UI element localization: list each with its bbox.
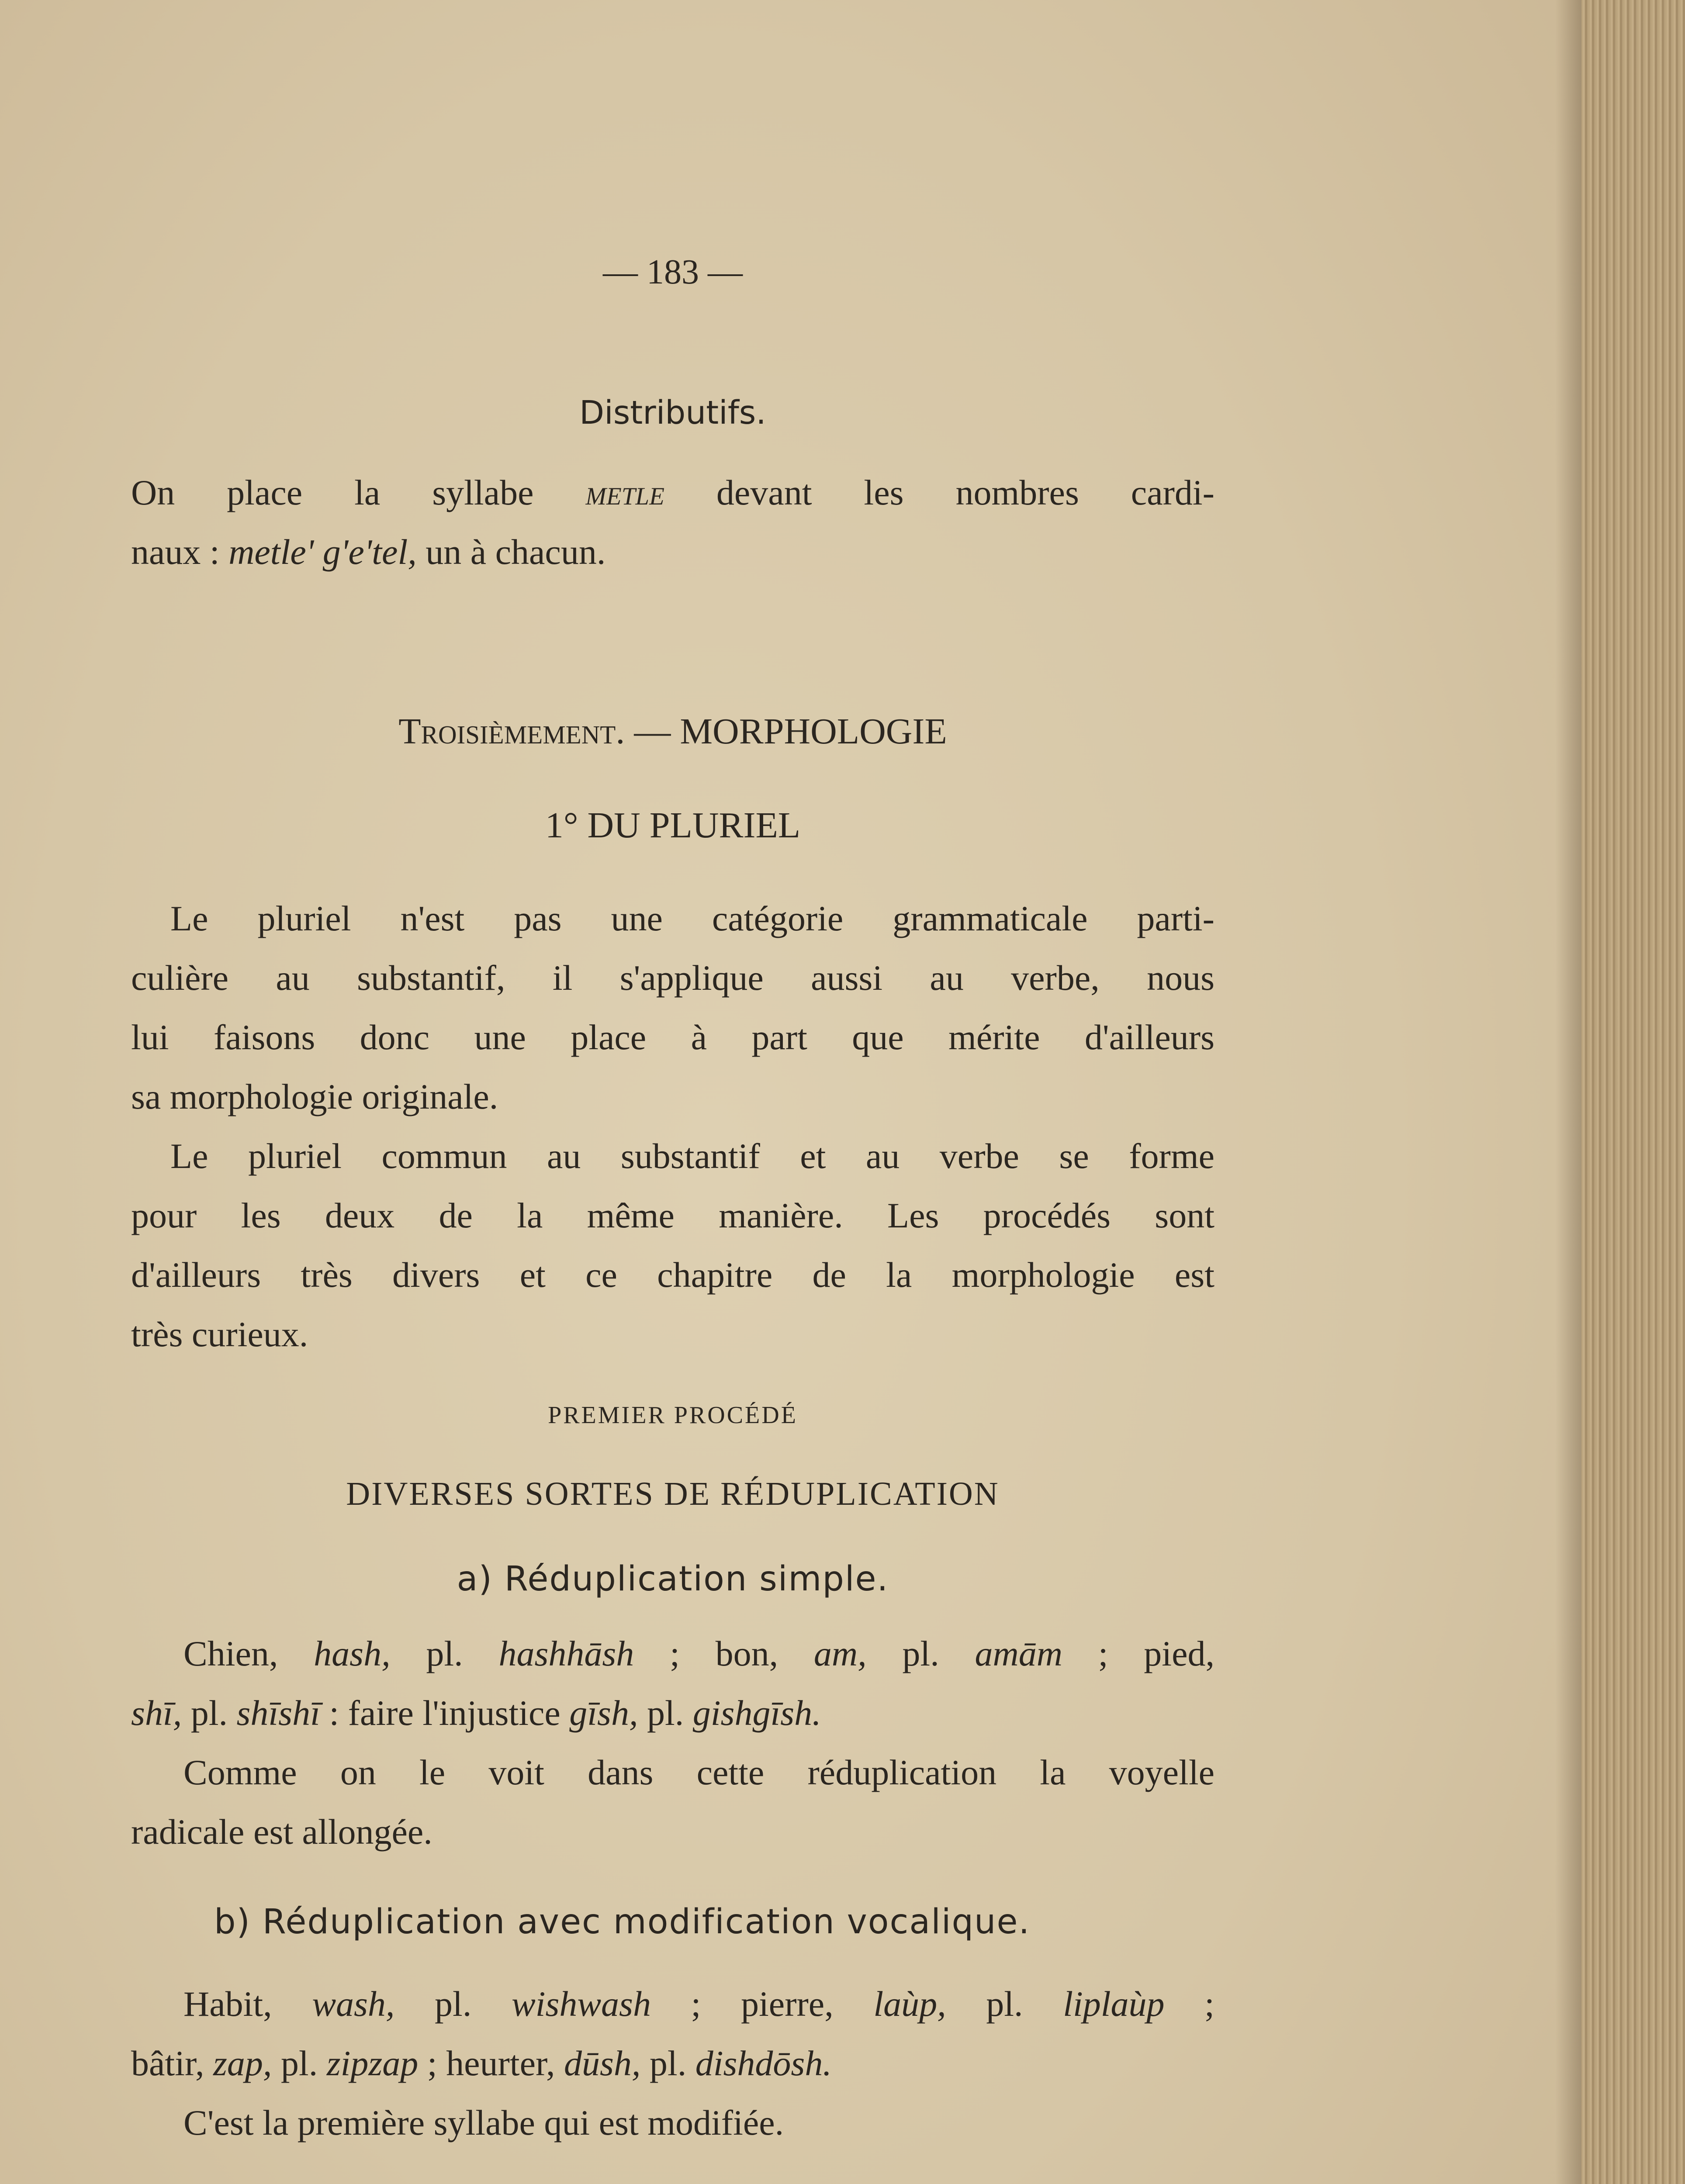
- reduplication-a-line-2: [131, 1683, 1214, 1743]
- paragraph2-line-2: pour les deux de la même manière. Les procédés sont: [131, 1196, 1214, 1235]
- text-run: ; pierre,: [650, 1984, 874, 2024]
- term: gishgīsh.: [692, 1693, 821, 1733]
- text-run: Chien,: [183, 1634, 314, 1673]
- term: am,: [813, 1634, 867, 1673]
- term: zap,: [213, 2043, 272, 2083]
- reduplication-a-line-4: radicale est allongée.: [131, 1812, 432, 1852]
- section-heading: [131, 703, 1214, 760]
- distributifs-heading: Distributifs.: [579, 394, 766, 432]
- term-metle: metle: [585, 473, 664, 512]
- reduplication-b-line-2: [131, 2034, 1214, 2093]
- paragraph1-line-3: lui faisons donc une place à part que mérite d'ailleurs: [131, 1017, 1214, 1057]
- text-run: ; bon,: [634, 1634, 814, 1673]
- paragraph2-line-3: d'ailleurs très divers et ce chapitre de la morphologie est: [131, 1255, 1214, 1295]
- text-run: pl.: [272, 2043, 327, 2083]
- term: liplaùp: [1063, 1984, 1165, 2024]
- text-run: ; pied,: [1062, 1634, 1214, 1673]
- text-run: ; heurter,: [418, 2043, 564, 2083]
- term: dishdōsh.: [695, 2043, 832, 2083]
- text-run: naux :: [131, 532, 229, 572]
- term: shī,: [131, 1693, 182, 1733]
- paragraph2-line-4: très curieux.: [131, 1314, 308, 1354]
- text-run: ;: [1164, 1984, 1214, 2024]
- page-shadow: [1555, 0, 1581, 2184]
- text-run: devant les nombres cardi-: [664, 473, 1214, 512]
- term: shīshī: [236, 1693, 320, 1733]
- reduplication-b-heading: b) Réduplication avec modification vocalique.: [214, 1902, 1031, 1942]
- term: gīsh,: [569, 1693, 638, 1733]
- term: laùp,: [873, 1984, 946, 2024]
- term: hashhāsh: [498, 1634, 634, 1673]
- text-run: pl.: [182, 1693, 237, 1733]
- reduplication-b-line-1: [131, 1974, 1214, 2034]
- paragraph1-line-4: sa morphologie originale.: [131, 1077, 498, 1116]
- paragraph1-line-2: culière au substantif, il s'applique aussi au verbe, nous: [131, 958, 1214, 998]
- text-run: : faire l'injustice: [320, 1693, 570, 1733]
- text-run: un à chacun.: [416, 532, 606, 572]
- text-run: pl.: [640, 2043, 695, 2083]
- distributifs-line-1: [131, 463, 1214, 522]
- term: zipzap: [326, 2043, 419, 2083]
- book-edge: [1581, 0, 1685, 2184]
- text-run: On place la syllabe: [131, 473, 586, 512]
- procede-label: PREMIER PROCÉDÉ: [548, 1402, 798, 1429]
- text-run: pl.: [390, 1634, 499, 1673]
- text-run: pl.: [946, 1984, 1063, 2024]
- paragraph2-line-1: Le pluriel commun au substantif et au verbe se forme: [170, 1136, 1214, 1176]
- section-subtitle: 1° DU PLURIEL: [545, 805, 801, 846]
- page-number: — 183 —: [603, 253, 743, 291]
- term: wash,: [312, 1984, 395, 2024]
- term: amām: [975, 1634, 1062, 1673]
- procede-title: DIVERSES SORTES DE RÉDUPLICATION: [346, 1476, 1000, 1512]
- part-label: Troisièmement.: [398, 711, 625, 752]
- paragraph1-line-1: Le pluriel n'est pas une catégorie grammaticale parti-: [170, 898, 1214, 938]
- term: dūsh,: [564, 2043, 641, 2083]
- term-metle-getel: metle' g'e'tel,: [228, 532, 417, 572]
- text-run: pl.: [638, 1693, 693, 1733]
- section-title: MORPHOLOGIE: [680, 711, 947, 752]
- term: hash,: [314, 1634, 391, 1673]
- text-run: pl.: [866, 1634, 975, 1673]
- text-run: pl.: [394, 1984, 512, 2024]
- reduplication-b-line-3: C'est la première syllabe qui est modifiée.: [183, 2103, 784, 2143]
- reduplication-a-line-3: Comme on le voit dans cette réduplication la voyelle: [183, 1752, 1214, 1792]
- term: wishwash: [511, 1984, 651, 2024]
- distributifs-line-2: [131, 522, 1214, 582]
- reduplication-a-heading: a) Réduplication simple.: [457, 1559, 889, 1599]
- heading-dash: —: [625, 711, 680, 752]
- text-run: bâtir,: [131, 2043, 213, 2083]
- text-run: Habit,: [183, 1984, 312, 2024]
- reduplication-a-line-1: [131, 1624, 1214, 1683]
